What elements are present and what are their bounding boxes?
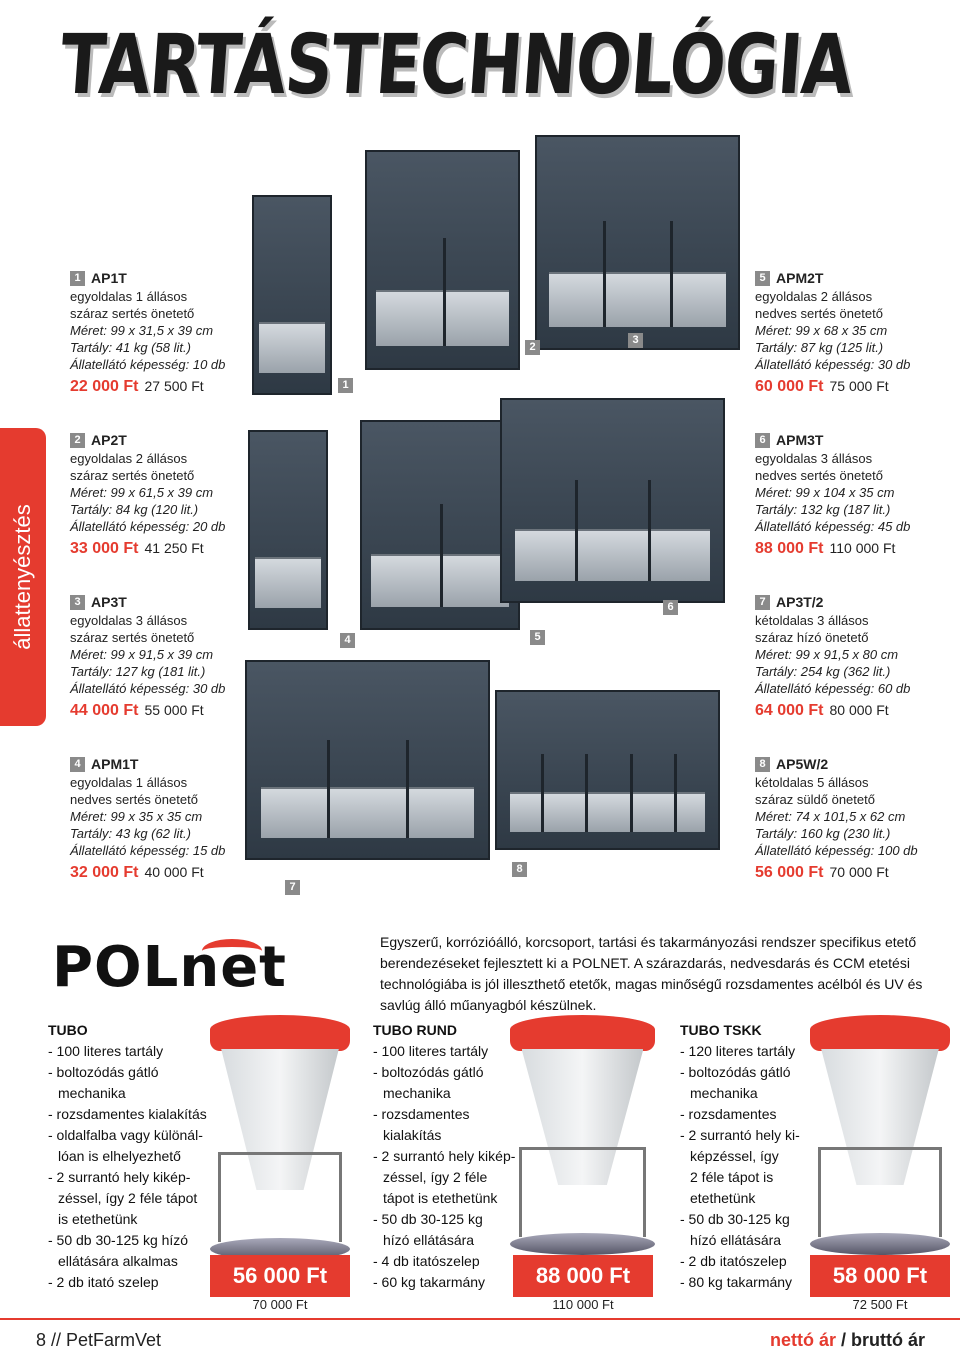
spec-line: hízó ellátására — [690, 1232, 782, 1248]
spec-line: - 50 db 30-125 kg — [373, 1211, 483, 1227]
spec-line: - 4 db itatószelep — [373, 1253, 480, 1269]
polnet-logo — [52, 935, 352, 1000]
product-desc: egyoldalas 3 állásos — [70, 613, 188, 628]
legend-gross: bruttó ár — [851, 1330, 926, 1350]
feeder-image-7 — [245, 660, 490, 860]
gross-price: 110 000 Ft — [829, 540, 896, 556]
product-desc: nedves sertés önetető — [755, 468, 883, 483]
product-size: Méret: 99 x 104 x 35 cm — [755, 485, 895, 500]
gross-price: 55 000 Ft — [144, 702, 204, 718]
product-size: Méret: 99 x 91,5 x 39 cm — [70, 647, 214, 662]
product-tank: Tartály: 41 kg (58 lit.) — [70, 340, 191, 355]
spec-line: lóan is elhelyezhető — [58, 1148, 181, 1164]
product-desc: egyoldalas 2 állásos — [70, 451, 188, 466]
product-desc: száraz hízó önetető — [755, 630, 869, 645]
product-capacity: Állatellátó képesség: 100 db — [755, 843, 918, 858]
spec-line: - boltozódás gátló — [373, 1064, 484, 1080]
product-code: AP3T/2 — [776, 594, 824, 610]
tubo-net-price: 56 000 Ft — [210, 1255, 350, 1297]
spec-line: - rozsdamentes kialakítás — [48, 1106, 207, 1122]
spec-line: - oldalfalba vagy különál- — [48, 1127, 203, 1143]
product-tank: Tartály: 160 kg (230 lit.) — [755, 826, 891, 841]
feeder-image-1 — [252, 195, 332, 395]
spec-line: - 60 kg takarmány — [373, 1274, 486, 1290]
gross-price: 80 000 Ft — [829, 702, 889, 718]
spec-line: mechanika — [58, 1085, 126, 1101]
image-label: 5 — [530, 630, 545, 645]
product-number: 6 — [755, 433, 770, 448]
net-price: 32 000 Ft — [70, 864, 139, 881]
tubo-rund-net-price: 88 000 Ft — [513, 1255, 653, 1297]
product-number: 8 — [755, 757, 770, 772]
spec-line: - boltozódás gátló — [680, 1064, 791, 1080]
net-price: 22 000 Ft — [70, 378, 139, 395]
product-code: AP2T — [91, 432, 127, 448]
image-label: 6 — [663, 600, 678, 615]
product-size: Méret: 99 x 31,5 x 39 cm — [70, 323, 214, 338]
product-number: 3 — [70, 595, 85, 610]
product-size: Méret: 99 x 35 x 35 cm — [70, 809, 203, 824]
image-label: 1 — [338, 378, 353, 393]
spec-line: is etethetünk — [58, 1211, 138, 1227]
spec-line: - 100 literes tartály — [48, 1043, 164, 1059]
spec-line: tápot is etethetünk — [383, 1190, 498, 1206]
image-label: 4 — [340, 633, 355, 648]
product-capacity: Állatellátó képesség: 60 db — [755, 681, 911, 696]
tubo-tskk-image — [810, 1015, 950, 1255]
image-label: 2 — [525, 340, 540, 355]
product-desc: száraz sertés önetető — [70, 468, 195, 483]
spec-line: ellátására alkalmas — [58, 1253, 178, 1269]
product-capacity: Állatellátó képesség: 45 db — [755, 519, 911, 534]
spec-line: - boltozódás gátló — [48, 1064, 159, 1080]
product-desc: száraz sertés önetető — [70, 306, 195, 321]
product-desc: egyoldalas 1 állásos — [70, 289, 188, 304]
product-tank: Tartály: 254 kg (362 lit.) — [755, 664, 891, 679]
gross-price: 41 250 Ft — [144, 540, 204, 556]
footer-divider — [0, 1318, 960, 1320]
footer-page-label: 8 // PetFarmVet — [36, 1330, 162, 1350]
tubo-title: TUBO — [48, 1022, 88, 1038]
spec-line: - 120 literes tartály — [680, 1043, 796, 1059]
tubo-rund-title: TUBO RUND — [373, 1022, 457, 1038]
tubo-rund-spec — [373, 1020, 533, 1293]
product-tank: Tartály: 87 kg (125 lit.) — [755, 340, 884, 355]
tubo-tskk-title: TUBO TSKK — [680, 1022, 762, 1038]
image-label: 8 — [512, 862, 527, 877]
side-tab-label: állattenyésztés — [10, 504, 35, 650]
spec-line: - rozsdamentes — [373, 1106, 470, 1122]
product-size: Méret: 99 x 68 x 35 cm — [755, 323, 888, 338]
logo-bird-icon — [202, 939, 262, 963]
spec-line: - 50 db 30-125 kg hízó — [48, 1232, 189, 1248]
product-capacity: Állatellátó képesség: 15 db — [70, 843, 226, 858]
product-tank: Tartály: 127 kg (181 lit.) — [70, 664, 206, 679]
tubo-rund-gross-price: 110 000 Ft — [552, 1297, 614, 1312]
product-capacity: Állatellátó képesség: 10 db — [70, 357, 226, 372]
spec-line: - 2 db itatószelep — [680, 1253, 787, 1269]
logo-text: POLnet — [52, 935, 287, 1000]
product-desc: száraz sertés önetető — [70, 630, 195, 645]
product-desc: száraz süldő önetető — [755, 792, 875, 807]
spec-line: zéssel, így 2 féle tápot — [58, 1190, 198, 1206]
product-code: AP1T — [91, 270, 127, 286]
feeder-image-5 — [360, 420, 520, 630]
tubo-spec — [48, 1020, 223, 1293]
spec-line: - 2 surrantó hely kikép- — [48, 1169, 191, 1185]
footer-price-legend — [770, 1330, 925, 1351]
gross-price: 40 000 Ft — [144, 864, 204, 880]
spec-line: mechanika — [690, 1085, 758, 1101]
legend-separator: / — [836, 1330, 852, 1350]
feeder-image-8 — [495, 690, 720, 850]
gross-price: 75 000 Ft — [829, 378, 889, 394]
product-tank: Tartály: 43 kg (62 lit.) — [70, 826, 191, 841]
spec-line: - 2 db itató szelep — [48, 1274, 159, 1290]
product-desc: egyoldalas 1 állásos — [70, 775, 188, 790]
net-price: 64 000 Ft — [755, 702, 824, 719]
legend-net: nettó ár — [770, 1330, 837, 1350]
product-desc: kétoldalas 5 állásos — [755, 775, 869, 790]
product-ap5w-2 — [755, 756, 955, 884]
spec-line: hízó ellátására — [383, 1232, 475, 1248]
spec-line: mechanika — [383, 1085, 451, 1101]
side-tab — [0, 428, 46, 726]
net-price: 60 000 Ft — [755, 378, 824, 395]
feeder-image-6 — [500, 398, 725, 603]
feeder-image-3 — [535, 135, 740, 350]
spec-line: - 50 db 30-125 kg — [680, 1211, 790, 1227]
product-code: AP3T — [91, 594, 127, 610]
spec-line: kialakítás — [383, 1127, 442, 1143]
intro-text: Egyszerű, korrózióálló, korcsoport, tartási és takarmányozási rendszer specifikus etető berendezéseket fejlesztett ki a POLNET. A szárazdarás, nedvesdarás és CCM etetési technológiába is jól illeszthető etetők, magas minőségű rozsdamentes acélból és UV és savlúg álló műanyagból készülnek. — [380, 934, 923, 1013]
feeder-image-2 — [365, 150, 520, 370]
product-apm3t — [755, 432, 955, 560]
spec-line: zéssel, így 2 féle — [383, 1169, 488, 1185]
tubo-tskk-spec — [680, 1020, 825, 1293]
gross-price: 27 500 Ft — [144, 378, 204, 394]
product-desc: kétoldalas 3 állásos — [755, 613, 869, 628]
spec-line: - 80 kg takarmány — [680, 1274, 793, 1290]
feeder-image-4 — [248, 430, 328, 630]
product-capacity: Állatellátó képesség: 30 db — [755, 357, 911, 372]
product-tank: Tartály: 84 kg (120 lit.) — [70, 502, 199, 517]
net-price: 33 000 Ft — [70, 540, 139, 557]
product-apm2t — [755, 270, 955, 398]
spec-line: - 100 literes tartály — [373, 1043, 489, 1059]
product-number: 1 — [70, 271, 85, 286]
image-label: 3 — [628, 333, 643, 348]
product-number: 4 — [70, 757, 85, 772]
product-desc: egyoldalas 2 állásos — [755, 289, 873, 304]
product-number: 5 — [755, 271, 770, 286]
product-code: APM1T — [91, 756, 139, 772]
tubo-gross-price: 70 000 Ft — [252, 1297, 308, 1312]
spec-line: 2 féle tápot is — [690, 1169, 774, 1185]
spec-line: etethetünk — [690, 1190, 756, 1206]
product-desc: nedves sertés önetető — [755, 306, 883, 321]
gross-price: 70 000 Ft — [829, 864, 889, 880]
product-ap3t-2 — [755, 594, 955, 722]
tubo-image — [210, 1015, 350, 1260]
product-size: Méret: 74 x 101,5 x 62 cm — [755, 809, 906, 824]
net-price: 88 000 Ft — [755, 540, 824, 557]
tubo-tskk-net-price: 58 000 Ft — [810, 1255, 950, 1297]
product-desc: egyoldalas 3 állásos — [755, 451, 873, 466]
banner-title: TARTÁSTECHNOLÓGIA — [57, 16, 856, 113]
product-code: AP5W/2 — [776, 756, 829, 772]
product-tank: Tartály: 132 kg (187 lit.) — [755, 502, 891, 517]
net-price: 56 000 Ft — [755, 864, 824, 881]
product-size: Méret: 99 x 61,5 x 39 cm — [70, 485, 214, 500]
tubo-tskk-gross-price: 72 500 Ft — [852, 1297, 908, 1312]
spec-line: - 2 surrantó hely ki- — [680, 1127, 800, 1143]
spec-line: - 2 surrantó hely kikép- — [373, 1148, 516, 1164]
tubo-rund-image — [510, 1015, 655, 1255]
product-code: APM3T — [776, 432, 824, 448]
product-desc: nedves sertés önetető — [70, 792, 198, 807]
product-number: 7 — [755, 595, 770, 610]
product-size: Méret: 99 x 91,5 x 80 cm — [755, 647, 899, 662]
spec-line: képzéssel, így — [690, 1148, 779, 1164]
product-capacity: Állatellátó képesség: 20 db — [70, 519, 226, 534]
product-capacity: Állatellátó képesség: 30 db — [70, 681, 226, 696]
image-label: 7 — [285, 880, 300, 895]
product-number: 2 — [70, 433, 85, 448]
net-price: 44 000 Ft — [70, 702, 139, 719]
spec-line: - rozsdamentes — [680, 1106, 777, 1122]
product-code: APM2T — [776, 270, 824, 286]
